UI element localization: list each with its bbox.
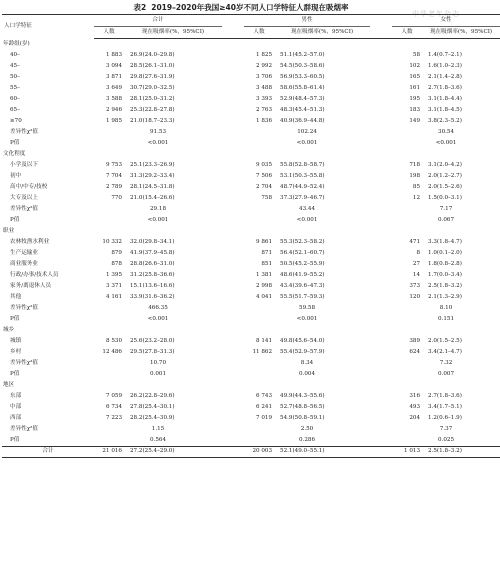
watermark-seal: 中华老年杂志 — [412, 10, 460, 18]
male-rate-cell: 49.8(45.6–54.0) — [280, 337, 325, 344]
female-n-cell: 493 — [409, 403, 421, 410]
total-rate-cell: 29.5(27.8–31.3) — [130, 348, 175, 355]
row-label: 高中/中专/技校 — [10, 183, 48, 190]
chi-square-label: 差异性χ²值 — [10, 205, 39, 212]
male-rate-cell: 48.7(44.9–52.4) — [280, 183, 325, 190]
female-n-cell: 183 — [409, 106, 421, 113]
male-rate-cell: 55.8(52.8–58.7) — [280, 161, 325, 168]
total-rate-cell: 41.9(37.9–45.8) — [130, 249, 175, 256]
chi-square-label: 差异性χ²值 — [10, 359, 39, 366]
row-label: 65– — [10, 106, 20, 113]
chi-square-row — [2, 204, 500, 215]
female-n-cell: 165 — [409, 73, 421, 80]
section-heading: 城乡 — [3, 326, 15, 333]
female-n-cell: 1 013 — [392, 447, 422, 458]
chi-square-value: 43.44 — [299, 205, 316, 212]
male-n-cell: 6 743 — [256, 392, 273, 399]
female-n-cell: 12 — [412, 194, 421, 201]
female-rate-cell: 2.0(1.5–2.5) — [428, 337, 462, 344]
chi-square-label: 差异性χ²值 — [10, 128, 39, 135]
table-row — [2, 105, 500, 116]
female-n-cell: 389 — [409, 337, 421, 344]
chi-square-value: 59.58 — [299, 304, 316, 311]
male-rate-cell: 50.5(45.2–55.9) — [280, 260, 325, 267]
table-row — [2, 171, 500, 182]
header-male: 男性 — [244, 15, 370, 27]
total-n-cell: 1 395 — [105, 271, 122, 278]
total-rate-cell: 29.8(27.6–31.9) — [130, 73, 175, 80]
table-row — [2, 50, 500, 61]
chi-square-value: 2.50 — [300, 425, 314, 432]
table-row — [2, 94, 500, 105]
p-value-value: <0.001 — [296, 216, 318, 223]
total-rate-cell: 28.2(25.4–30.9) — [130, 414, 175, 421]
male-rate-cell: 52.9(48.4–57.3) — [280, 95, 325, 102]
total-n-cell: 7 059 — [105, 392, 122, 399]
chi-square-value: 30.54 — [438, 128, 455, 135]
section-row — [2, 39, 500, 51]
p-value-value: 0.067 — [438, 216, 455, 223]
header-female: 女性 — [392, 15, 500, 27]
chi-square-value: 91.53 — [150, 128, 167, 135]
male-rate-cell: 53.1(50.3–55.8) — [280, 172, 325, 179]
female-rate-cell: 2.0(1.2–2.7) — [428, 172, 462, 179]
p-value-value: 0.007 — [438, 370, 455, 377]
total-rate-cell: 25.6(23.2–28.0) — [130, 337, 175, 344]
p-value-row — [2, 314, 500, 325]
row-label: 乡村 — [10, 348, 22, 355]
row-label: 大专及以上 — [10, 194, 38, 201]
table-row — [2, 61, 500, 72]
row-label: 50– — [10, 73, 20, 80]
chi-square-row — [2, 303, 500, 314]
chi-square-value: 8.10 — [439, 304, 453, 311]
header-male-rate: 现在吸烟率(%，95%CI) — [274, 27, 370, 39]
female-n-cell: 58 — [412, 51, 421, 58]
male-n-cell: 871 — [261, 249, 273, 256]
chi-square-value: 29.18 — [150, 205, 167, 212]
male-n-cell: 8 141 — [256, 337, 273, 344]
p-value-value: <0.001 — [296, 139, 318, 146]
table-row — [2, 347, 500, 358]
section-row — [2, 380, 500, 391]
female-n-cell: 198 — [409, 172, 421, 179]
male-rate-cell: 55.4(52.9–57.9) — [280, 348, 325, 355]
female-n-cell: 718 — [409, 161, 421, 168]
table-row — [2, 402, 500, 413]
total-rate-cell: 27.8(25.4–30.1) — [130, 403, 175, 410]
male-n-cell: 11 862 — [252, 348, 273, 355]
p-value-value: 0.286 — [299, 436, 316, 443]
male-n-cell: 1 836 — [256, 117, 273, 124]
chi-square-row — [2, 127, 500, 138]
male-rate-cell: 52.1(49.0–55.1) — [274, 447, 370, 458]
smoking-rate-table — [2, 14, 500, 458]
header-total-rate: 现在吸烟率(%，95%CI) — [124, 27, 222, 39]
female-rate-cell: 3.8(2.3–5.2) — [428, 117, 462, 124]
total-n-cell: 7 704 — [105, 172, 122, 179]
male-n-cell: 758 — [261, 194, 273, 201]
chi-square-row — [2, 424, 500, 435]
row-label: 60– — [10, 95, 20, 102]
header-female-n: 人数 — [392, 27, 422, 39]
row-label: 中部 — [10, 403, 22, 410]
female-rate-cell: 3.1(2.0–4.2) — [428, 161, 462, 168]
p-value-value: 0.025 — [438, 436, 455, 443]
total-n-cell: 8 530 — [105, 337, 122, 344]
female-rate-cell: 2.1(1.3–2.9) — [428, 293, 462, 300]
p-value-value: <0.001 — [435, 139, 457, 146]
table-row — [2, 413, 500, 424]
row-label: 城镇 — [10, 337, 22, 344]
row-label: 行政/办事/技术人员 — [10, 271, 59, 278]
female-rate-cell: 3.4(1.7–5.1) — [428, 403, 462, 410]
total-n-cell: 3 588 — [105, 95, 122, 102]
male-n-cell: 4 041 — [256, 293, 273, 300]
total-n-cell: 6 734 — [105, 403, 122, 410]
row-label: 西部 — [10, 414, 22, 421]
chi-square-label: 差异性χ²值 — [10, 304, 39, 311]
row-label: 40– — [10, 51, 20, 58]
male-rate-cell: 55.3(52.3–58.2) — [280, 238, 325, 245]
female-n-cell: 27 — [412, 260, 421, 267]
male-rate-cell: 37.3(27.9–46.7) — [280, 194, 325, 201]
female-n-cell: 373 — [409, 282, 421, 289]
total-n-cell: 3 649 — [105, 84, 122, 91]
total-rate-cell: 33.9(31.6–36.2) — [130, 293, 175, 300]
male-rate-cell: 56.9(53.3–60.5) — [280, 73, 325, 80]
male-rate-cell: 54.5(50.3–58.6) — [280, 62, 325, 69]
male-n-cell: 7 019 — [256, 414, 273, 421]
total-rate-cell: 25.1(23.3–26.9) — [130, 161, 175, 168]
header-female-rate: 现在吸烟率(%，95%CI) — [422, 27, 500, 39]
chi-square-value: 1.15 — [151, 425, 165, 432]
total-n-cell: 879 — [111, 249, 122, 256]
total-n-cell: 2 789 — [105, 183, 122, 190]
p-value-label: P值 — [10, 139, 20, 146]
female-n-cell: 8 — [416, 249, 421, 256]
header-total-n: 人数 — [94, 27, 124, 39]
female-rate-cell: 3.1(1.8–4.4) — [428, 95, 462, 102]
male-rate-cell: 54.9(50.8–59.1) — [280, 414, 325, 421]
male-rate-cell: 58.6(55.8–61.4) — [280, 84, 325, 91]
total-n-cell: 770 — [111, 194, 122, 201]
section-heading: 职业 — [3, 227, 15, 234]
section-row — [2, 149, 500, 160]
table-row — [2, 72, 500, 83]
male-n-cell: 9 035 — [256, 161, 273, 168]
male-rate-cell: 51.1(45.2–57.0) — [280, 51, 325, 58]
table-number: 表2 — [133, 3, 147, 12]
p-value-value: 0.004 — [299, 370, 316, 377]
female-n-cell: 316 — [409, 392, 421, 399]
p-value-value: <0.001 — [296, 315, 318, 322]
female-rate-cell: 3.3(1.8–4.7) — [428, 238, 462, 245]
table-row — [2, 160, 500, 171]
female-rate-cell: 1.5(0.0–3.1) — [428, 194, 462, 201]
female-rate-cell: 2.1(1.4–2.8) — [428, 73, 462, 80]
male-rate-cell: 49.9(44.3–55.6) — [280, 392, 325, 399]
p-value-value: 0.001 — [150, 370, 167, 377]
male-rate-cell: 56.4(52.1–60.7) — [280, 249, 325, 256]
table-title — [0, 2, 482, 13]
male-n-cell: 3 393 — [256, 95, 273, 102]
male-n-cell: 7 506 — [256, 172, 273, 179]
chi-square-row — [2, 358, 500, 369]
female-n-cell: 120 — [409, 293, 421, 300]
female-rate-cell: 1.0(0.1–2.0) — [428, 249, 462, 256]
row-label: 生产运输业 — [10, 249, 38, 256]
male-n-cell: 3 706 — [256, 73, 273, 80]
table-row — [2, 116, 500, 127]
table-row — [2, 182, 500, 193]
row-label: 家务/离退休人员 — [10, 282, 52, 289]
male-rate-cell: 43.4(39.6–47.3) — [280, 282, 325, 289]
total-rate-cell: 31.2(25.8–36.6) — [130, 271, 175, 278]
table-row — [2, 336, 500, 347]
male-rate-cell: 48.6(41.9–55.2) — [280, 271, 325, 278]
table-row — [2, 248, 500, 259]
row-label: 45– — [10, 62, 20, 69]
row-label: 农林牧渔水利业 — [10, 238, 50, 245]
total-n-cell: 1 883 — [105, 51, 122, 58]
table-row — [2, 259, 500, 270]
p-value-value: <0.001 — [147, 139, 169, 146]
total-rate-cell: 28.1(24.5–31.8) — [130, 183, 175, 190]
female-n-cell: 14 — [412, 271, 421, 278]
p-value-value: <0.001 — [147, 216, 169, 223]
p-value-row — [2, 435, 500, 447]
section-heading: 地区 — [3, 381, 15, 388]
p-value-label: P值 — [10, 370, 20, 377]
female-n-cell: 102 — [409, 62, 421, 69]
total-n-cell: 4 161 — [105, 293, 122, 300]
row-label: 55– — [10, 84, 20, 91]
p-value-row — [2, 369, 500, 380]
female-rate-cell: 1.7(0.0–3.4) — [428, 271, 462, 278]
header-characteristic: 人口学特征 — [2, 15, 94, 39]
total-rate-cell: 26.2(22.8–29.6) — [130, 392, 175, 399]
total-rate-cell: 28.8(26.6–31.0) — [130, 260, 175, 267]
female-n-cell: 204 — [409, 414, 421, 421]
p-value-row — [2, 138, 500, 149]
chi-square-value: 7.32 — [439, 359, 453, 366]
total-n-cell: 3 094 — [105, 62, 122, 69]
row-label: 商业服务业 — [10, 260, 38, 267]
total-n-cell: 3 871 — [105, 73, 122, 80]
p-value-label: P值 — [10, 436, 20, 443]
p-value-value: <0.001 — [147, 315, 169, 322]
section-heading: 文化程度 — [3, 150, 26, 157]
chi-square-value: 466.35 — [148, 304, 168, 311]
total-rate-cell: 28.1(25.0–31.2) — [130, 95, 175, 102]
male-rate-cell: 48.3(45.4–51.3) — [280, 106, 325, 113]
total-rate-cell: 21.0(15.4–26.6) — [130, 194, 175, 201]
female-rate-cell: 3.4(2.1–4.7) — [428, 348, 462, 355]
total-rate-cell: 26.9(24.0–29.8) — [130, 51, 175, 58]
male-n-cell: 3 488 — [256, 84, 273, 91]
table-row — [2, 270, 500, 281]
female-rate-cell: 2.0(1.5–2.6) — [428, 183, 462, 190]
table-row — [2, 193, 500, 204]
total-n-cell: 9 753 — [105, 161, 122, 168]
section-row — [2, 325, 500, 336]
total-n-cell: 3 371 — [105, 282, 122, 289]
section-heading: 年龄组(岁) — [3, 40, 30, 47]
row-label: 小学及以下 — [10, 161, 38, 168]
female-n-cell: 161 — [409, 84, 421, 91]
male-rate-cell: 40.9(36.9–44.8) — [280, 117, 325, 124]
total-n-cell: 12 486 — [102, 348, 122, 355]
header-male-n: 人数 — [244, 27, 274, 39]
chi-square-label: 差异性χ²值 — [10, 425, 39, 432]
female-rate-cell: 2.5(1.8–3.2) — [428, 282, 462, 289]
total-rate-cell: 31.3(29.2–33.4) — [130, 172, 175, 179]
male-n-cell: 9 861 — [256, 238, 273, 245]
header-total: 合计 — [94, 15, 222, 27]
female-rate-cell: 2.7(1.8–3.6) — [428, 392, 462, 399]
row-label: 东部 — [10, 392, 22, 399]
section-row — [2, 226, 500, 237]
total-label: 合计 — [2, 447, 94, 458]
female-rate-cell: 1.6(1.0–2.3) — [428, 62, 462, 69]
p-value-label: P值 — [10, 315, 20, 322]
total-row — [2, 447, 500, 458]
male-n-cell: 2 992 — [256, 62, 273, 69]
male-rate-cell: 55.5(51.7–59.3) — [280, 293, 325, 300]
row-label: ≥70 — [10, 117, 22, 124]
table-row — [2, 292, 500, 303]
chi-square-value: 8.34 — [300, 359, 314, 366]
table-row — [2, 391, 500, 402]
chi-square-value: 7.17 — [439, 205, 453, 212]
male-n-cell: 6 241 — [256, 403, 273, 410]
total-n-cell: 7 223 — [105, 414, 122, 421]
male-n-cell: 2 704 — [256, 183, 273, 190]
table-row — [2, 237, 500, 248]
male-n-cell: 1 825 — [256, 51, 273, 58]
total-rate-cell: 32.0(29.8–34.1) — [130, 238, 175, 245]
male-n-cell: 20 003 — [244, 447, 274, 458]
p-value-label: P值 — [10, 216, 20, 223]
p-value-row — [2, 215, 500, 226]
row-label: 其他 — [10, 293, 22, 300]
female-rate-cell: 3.1(1.8–4.5) — [428, 106, 462, 113]
total-rate-cell: 28.5(26.1–31.0) — [130, 62, 175, 69]
p-value-value: 0.151 — [438, 315, 455, 322]
table-row — [2, 83, 500, 94]
row-label: 初中 — [10, 172, 22, 179]
total-n-cell: 878 — [111, 260, 122, 267]
male-n-cell: 851 — [261, 260, 273, 267]
total-rate-cell: 15.1(13.6–16.6) — [130, 282, 175, 289]
total-rate-cell: 27.2(25.4–29.0) — [124, 447, 222, 458]
chi-square-value: 102.24 — [297, 128, 317, 135]
female-rate-cell: 1.8(0.8–2.8) — [428, 260, 462, 267]
total-rate-cell: 30.7(29.0–32.5) — [130, 84, 175, 91]
female-n-cell: 149 — [409, 117, 421, 124]
total-rate-cell: 25.3(22.8–27.8) — [130, 106, 175, 113]
female-n-cell: 471 — [409, 238, 421, 245]
table-row — [2, 281, 500, 292]
total-n-cell: 10 332 — [102, 238, 122, 245]
female-rate-cell: 2.5(1.8–3.2) — [422, 447, 500, 458]
female-n-cell: 624 — [409, 348, 421, 355]
male-rate-cell: 52.7(48.8–56.5) — [280, 403, 325, 410]
male-n-cell: 2 998 — [256, 282, 273, 289]
female-rate-cell: 1.4(0.7–2.1) — [428, 51, 462, 58]
total-rate-cell: 21.0(18.7–23.3) — [130, 117, 175, 124]
chi-square-value: 7.37 — [439, 425, 453, 432]
female-n-cell: 195 — [409, 95, 421, 102]
female-rate-cell: 2.7(1.8–3.6) — [428, 84, 462, 91]
female-n-cell: 85 — [412, 183, 421, 190]
male-n-cell: 1 381 — [256, 271, 273, 278]
female-rate-cell: 1.2(0.6–1.9) — [428, 414, 462, 421]
p-value-value: 0.564 — [150, 436, 167, 443]
total-n-cell: 2 946 — [105, 106, 122, 113]
male-n-cell: 2 763 — [256, 106, 273, 113]
table-caption: 2019–2020年我国≥40岁不同人口学特征人群现在吸烟率 — [151, 3, 349, 12]
table-body — [2, 39, 500, 458]
total-n-cell: 1 985 — [105, 117, 122, 124]
chi-square-value: 10.70 — [150, 359, 167, 366]
total-n-cell: 21 016 — [94, 447, 124, 458]
